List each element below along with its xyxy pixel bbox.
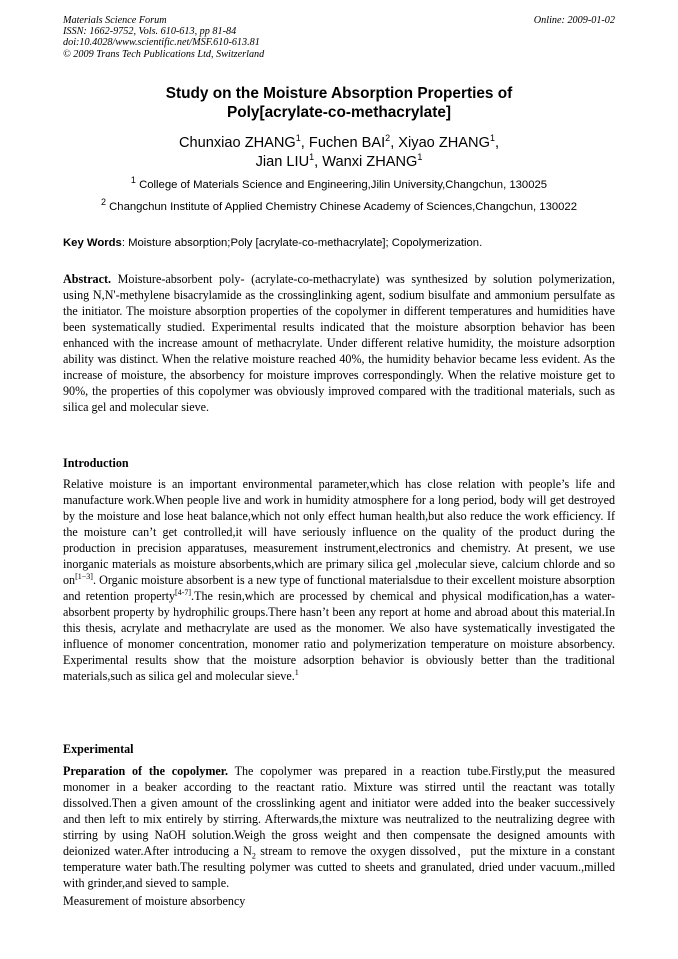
exp-text-2: stream to remove the oxygen dissolved，put the mixture in a constant temperature water bath.The resulting polymer was cutted to sheets and granulated, dried under vacuum.,milled with grinder,and sieved to sample. <box>63 844 615 890</box>
author-name: , Xiyao ZHANG <box>390 135 490 151</box>
experimental-section <box>63 763 615 891</box>
journal-name: Materials Science Forum <box>63 15 167 26</box>
author-name: Jian LIU <box>255 154 310 170</box>
abstract-paragraph <box>63 271 615 415</box>
keywords <box>63 236 615 250</box>
author-separator: , <box>494 135 500 151</box>
affiliation-text: College of Materials Science and Engineering,Jilin University,Changchun, 130025 <box>135 179 548 191</box>
intro-text-1: Relative moisture is an important environmental parameter,which has close relation with people’s life and manufacture work.When people live and work in humidity atmosphere for a long period, body will get destroyed by the moisture and lose heat balance,which not only effect human health,but also reduce the work efficiency. If the moisture can’t get controlled,it will have seriously influence on the quality of the product during the production in precision apparatuses, measurement instrument,electronics and chemistry. At present, we use inorganic materials as moisture absorbents,which are primary silica gel ,molecular sieve, calcium chlorde and so on <box>63 477 615 587</box>
abstract <box>63 271 615 415</box>
author-list <box>63 134 615 172</box>
citation-ref: 1 <box>294 667 299 677</box>
abstract-label: Abstract. <box>63 272 112 286</box>
keywords-label: Key Words <box>63 237 122 249</box>
affiliation-1 <box>63 175 615 192</box>
author-affil-mark: 1 <box>309 152 315 163</box>
title-line-1: Study on the Moisture Absorption Properties of <box>165 85 513 102</box>
author-affil-mark: 1 <box>417 152 423 163</box>
author-line-1 <box>63 134 615 153</box>
affiliation-text: Changchun Institute of Applied Chemistry Chinese Academy of Sciences,Changchun, 130022 <box>106 201 577 213</box>
citation-ref: [4-7] <box>175 587 192 597</box>
affiliation-number: 1 <box>130 175 136 186</box>
online-date: Online: 2009-01-02 <box>533 15 615 26</box>
subsection-label: Preparation of the copolymer. <box>63 764 229 778</box>
author-name: , Fuchen BAI <box>300 135 386 151</box>
experimental-paragraph <box>63 763 615 891</box>
author-affil-mark: 1 <box>295 133 301 144</box>
intro-text-2: . Organic moisture absorbent is a new type of functional materialsdue to their excellent moisture absorption and retention property <box>63 573 615 603</box>
affiliation-number: 2 <box>100 197 106 208</box>
author-affil-mark: 2 <box>385 133 391 144</box>
copyright-line: © 2009 Trans Tech Publications Ltd, Switzerland <box>63 48 265 60</box>
publication-metadata <box>63 15 615 60</box>
keywords-text: : Moisture absorption;Poly [acrylate-co-methacrylate]; Copolymerization. <box>121 237 483 249</box>
introduction-paragraph <box>63 476 615 684</box>
introduction-heading: Introduction <box>63 456 129 470</box>
issn-line: ISSN: 1662-9752, Vols. 610-613, pp 81-84 <box>63 26 237 38</box>
experimental-heading: Experimental <box>63 742 134 756</box>
author-name: Chunxiao ZHANG <box>178 135 296 151</box>
intro-text-3: .The resin,which are processed by chemical and physical modification,has a water-absorbent property by hydrophilic groups.There hasn’t been any report at home and abroad about this material.In this thesis, acrylate and methacrylate are used as the monomer. We also have systematically investigated the influence of monomer concentration, monomer ratio and polymerization temperature on moisture absorbency. Experimental results show that the moisture adsorption behavior is obviously better than the traditional materials,such as silica gel and molecular sieve. <box>63 589 615 683</box>
measurement-subheading: Measurement of moisture absorbency <box>63 894 246 908</box>
title-line-2: Poly[acrylate-co-methacrylate] <box>226 104 452 121</box>
subscript: 2 <box>251 851 256 861</box>
affiliation-2 <box>63 197 615 214</box>
doi-line: doi:10.4028/www.scientific.net/MSF.610-613.81 <box>63 37 260 49</box>
paper-title <box>63 84 615 122</box>
author-line-2 <box>63 153 615 172</box>
citation-ref: [1−3] <box>75 571 93 581</box>
abstract-text: Moisture-absorbent poly- (acrylate-co-methacrylate) was synthesized by solution polymerization, using N,N'-methylene bisacrylamide as the crossinglinking agent, sodium bisulfate and ammonium persulfate as the initiator. The moisture absorption properties of the copolymer in different temperatures and humidities have been systematically studied. Experimental results indicated that the moisture absorption behavior has been enhanced with the increase amount of methacrylate. Under different relative humidity, the moisture adsorption ability was distinct. When the relative moisture reached 40%, the humidity behavior became less evident. As the increase of moisture, the absorbency for moisture improves correspondingly. When the relative moisture get to 90%, the properties of this copolymer was obviously improved compared with the traditional materials, such as silica gel and molecular sieve. <box>63 272 615 414</box>
author-name: , Wanxi ZHANG <box>314 154 418 170</box>
author-affil-mark: 1 <box>489 133 495 144</box>
introduction-section <box>63 476 615 684</box>
exp-text-1: The copolymer was prepared in a reaction tube.Firstly,put the measured monomer in a beaker according to the reactant ratio. Mixture was stirred until the reactant was totally dissolved.Then a given amount of the crosslinking agent and initiator were added into the beaker successively and then left to mix entirely by stirring. Afterwards,the mixture was neutralized to the neutralizing degree with stirring by using NaOH solution.Weigh the gross weight and then compensate the designed amounts with deionized water.After introducing a N <box>63 764 615 858</box>
